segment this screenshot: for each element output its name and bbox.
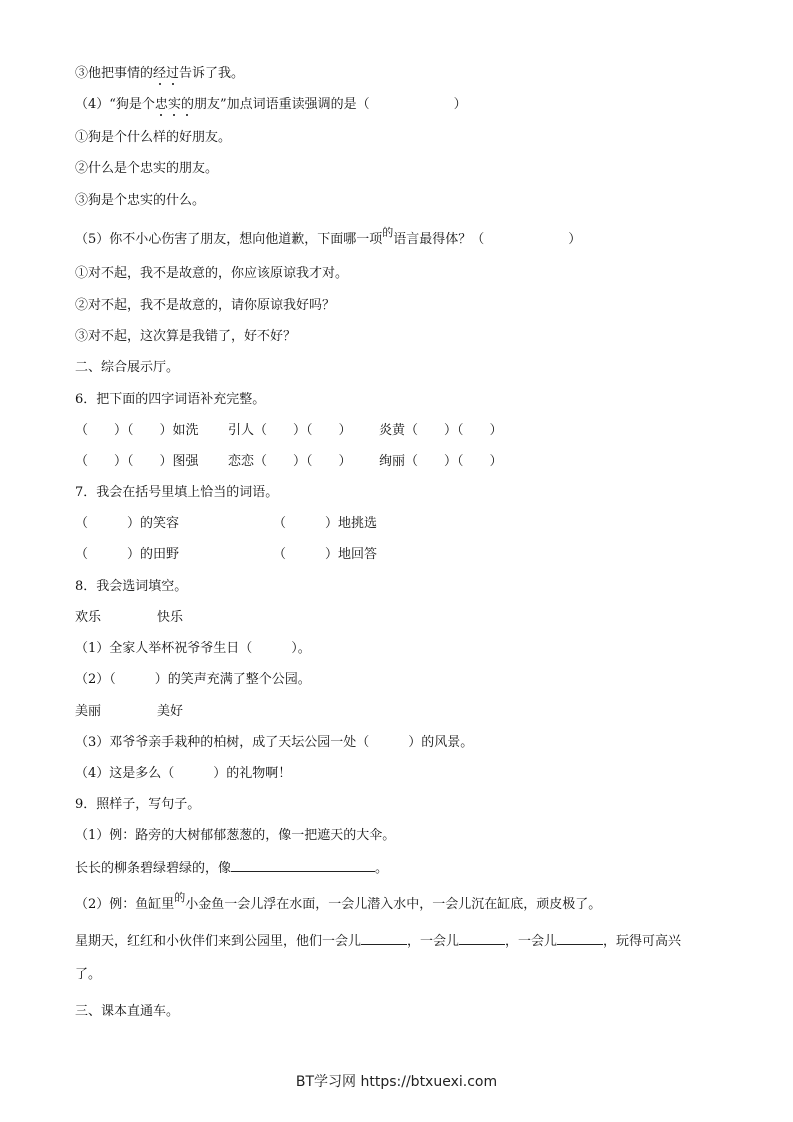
q9-sentence2-end: 了。 xyxy=(75,967,102,982)
emphasis-dot-char: 经 xyxy=(153,66,167,81)
q5-option1: ①对不起，我不是故意的，你应该原谅我才对。 xyxy=(75,266,349,281)
q6-row1-item3: 炎黄（ ）（ ） xyxy=(379,423,503,438)
q8-sentence1: （1）全家人举杯祝爷爷生日（ ）。 xyxy=(75,641,311,656)
word-choice-3: 美丽 xyxy=(75,704,102,719)
q4-option3: ③狗是个忠实的什么。 xyxy=(75,193,206,208)
question-6: 6．把下面的四字词语补充完整。 xyxy=(75,392,266,407)
q8-sentence2: （2）（ ）的笑声充满了整个公园。 xyxy=(75,672,311,687)
q6-row2-item1: （ ）（ ）图强 xyxy=(75,454,199,469)
answer-blank[interactable] xyxy=(361,932,407,945)
emphasis-dot-char: 实 xyxy=(167,97,181,112)
q7-item2: （ ）地挑选 xyxy=(273,516,378,531)
q9-sentence2: 星期天，红红和小伙伴们来到公园里，他们一会儿 ，一会儿 ，一会儿 ，玩得可高兴 xyxy=(75,934,682,949)
ruby-char: 的 xyxy=(174,891,186,904)
q7-item1: （ ）的笑容 xyxy=(75,516,180,531)
q6-row1-item1: （ ）（ ）如洗 xyxy=(75,423,199,438)
footer-watermark: BT学习网 https://btxuexi.com xyxy=(295,1074,498,1090)
q9-example1: （1）例：路旁的大树郁郁葱葱的，像一把遮天的大伞。 xyxy=(75,828,396,843)
q9-example2: （2）例：鱼缸里$^的$小金鱼一会儿浮在水面，一会儿潜入水中，一会儿沉在缸底，顽皮极了。 xyxy=(75,891,602,912)
emphasis-dot-char: 忠 xyxy=(154,97,168,112)
question-4: （4）“狗是个忠实的朋友”加点词语重读强调的是（ ） xyxy=(75,97,467,112)
emphasis-dot-char: 的 xyxy=(180,97,194,112)
word-choice-2: 快乐 xyxy=(157,610,184,625)
answer-blank[interactable] xyxy=(459,932,505,945)
q5-option2: ②对不起，我不是故意的，请你原谅我好吗？ xyxy=(75,298,336,313)
line-q3-option3: ③他把事情的经过告诉了我。 xyxy=(75,66,245,81)
q5-option3: ③对不起，这次算是我错了，好不好？ xyxy=(75,329,297,344)
section-3-heading: 三、课本直通车。 xyxy=(75,1004,180,1019)
q9-sentence1: 长长的柳条碧绿碧绿的，像 。 xyxy=(75,861,389,876)
q7-item3: （ ）的田野 xyxy=(75,547,180,562)
answer-blank[interactable] xyxy=(557,932,603,945)
emphasis-dot-char: 过 xyxy=(166,66,180,81)
section-2-heading: 二、综合展示厅。 xyxy=(75,360,180,375)
q6-row1-item2: 引人（ ）（ ） xyxy=(228,423,352,438)
q4-option2: ②什么是个忠实的朋友。 xyxy=(75,161,219,176)
question-8: 8．我会选词填空。 xyxy=(75,579,188,594)
question-5: （5）你不小心伤害了朋友，想向他道歉，下面哪一项$^的$语言最得体？（ ） xyxy=(75,226,582,247)
ruby-char: 的 xyxy=(382,226,394,239)
question-7: 7．我会在括号里填上恰当的词语。 xyxy=(75,485,279,500)
question-9: 9．照样子，写句子。 xyxy=(75,797,201,812)
word-choice-1: 欢乐 xyxy=(75,610,102,625)
q4-option1: ①狗是个什么样的好朋友。 xyxy=(75,130,232,145)
q8-sentence3: （3）邓爷爷亲手栽种的柏树，成了天坛公园一处（ ）的风景。 xyxy=(75,735,474,750)
q8-sentence4: （4）这是多么（ ）的礼物啊！ xyxy=(75,766,292,781)
word-choice-4: 美好 xyxy=(157,704,184,719)
answer-blank[interactable] xyxy=(231,859,375,872)
q6-row2-item2: 恋恋（ ）（ ） xyxy=(228,454,352,469)
q6-row2-item3: 绚丽（ ）（ ） xyxy=(379,454,503,469)
q7-item4: （ ）地回答 xyxy=(273,547,378,562)
